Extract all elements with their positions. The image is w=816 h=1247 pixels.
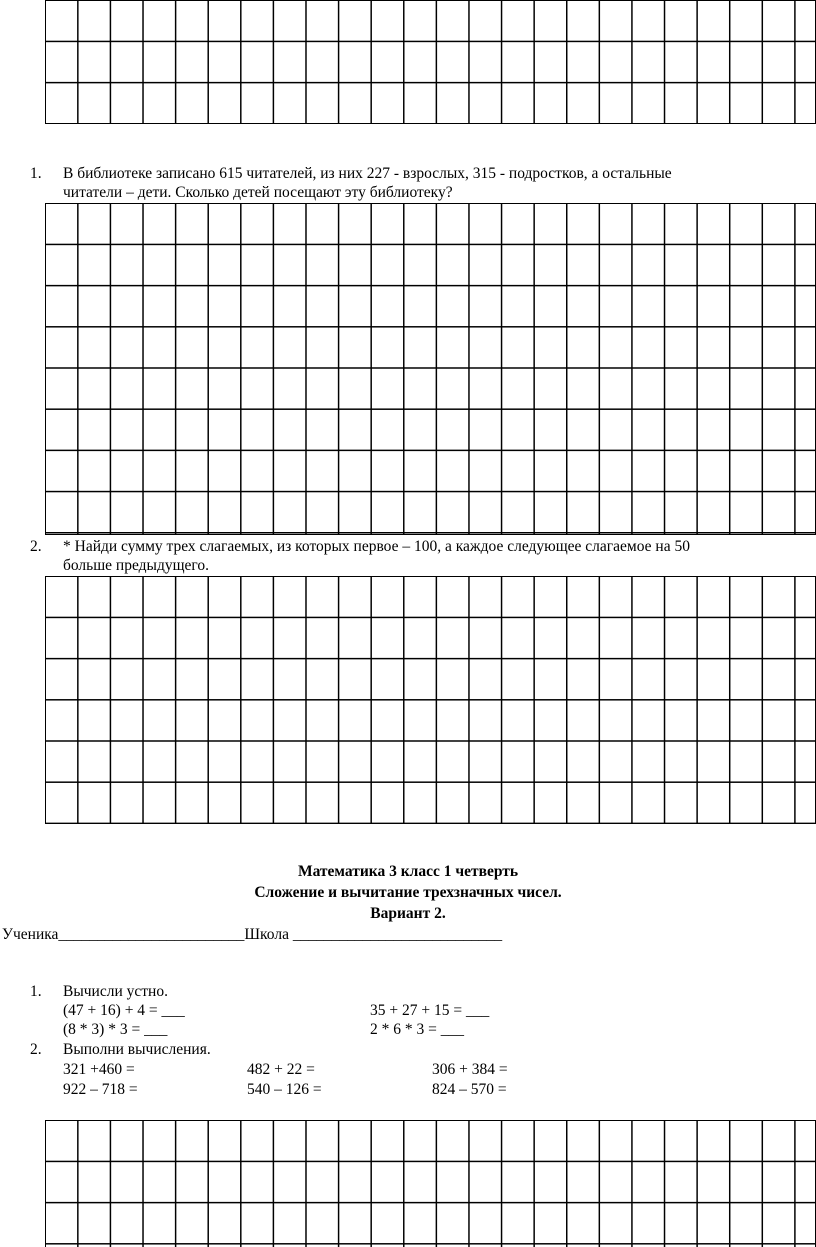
variant-label: Вариант 2. xyxy=(370,905,446,922)
exercise1-item: 35 + 27 + 15 = ___ xyxy=(370,1002,490,1019)
exercise2-item: 306 + 384 = xyxy=(432,1061,508,1078)
task2-text-line2: больше предыдущего. xyxy=(63,557,209,574)
exercise2-item: 922 – 718 = xyxy=(63,1081,138,1098)
task2-text-line1: * Найди сумму трех слагаемых, из которых первое – 100, а каждое следующее слагаемое на 50 xyxy=(63,538,690,555)
school-name-blank[interactable]: ___________________________ xyxy=(288,926,503,943)
task1-text-line1: В библиотеке записано 615 читателей, из них 227 - взрослых, 315 - подростков, а остальные xyxy=(63,165,672,182)
exercise1-item: (47 + 16) + 4 = ___ xyxy=(63,1002,185,1019)
exercise2-item: 321 +460 = xyxy=(63,1061,135,1078)
exercise1-item: 2 * 6 * 3 = ___ xyxy=(370,1021,464,1038)
task1-number: 1. xyxy=(30,165,42,182)
exercise2-item: 540 – 126 = xyxy=(247,1081,322,1098)
exercise2-item: 482 + 22 = xyxy=(247,1061,315,1078)
student-school-line xyxy=(2,925,502,944)
student-label: Ученика xyxy=(2,926,59,943)
page-subtitle: Сложение и вычитание трехзначных чисел. xyxy=(254,884,562,901)
answer-grid-bottom[interactable] xyxy=(45,1120,816,1247)
task1-text-line2: читатели – дети. Сколько детей посещают эту библиотеку? xyxy=(63,184,453,201)
exercise1-title: Вычисли устно. xyxy=(63,983,168,1000)
school-label: Школа xyxy=(244,926,289,943)
page-title: Математика 3 класс 1 четверть xyxy=(297,863,519,880)
exercise2-number: 2. xyxy=(30,1041,42,1058)
exercise1-item: (8 * 3) * 3 = ___ xyxy=(63,1021,168,1038)
task2-number: 2. xyxy=(30,538,42,555)
exercise1-number: 1. xyxy=(30,983,42,1000)
answer-grid-task1[interactable] xyxy=(45,203,816,535)
student-name-blank[interactable]: ________________________ xyxy=(58,926,245,943)
exercise2-item: 824 – 570 = xyxy=(432,1081,507,1098)
answer-grid-task2[interactable] xyxy=(45,576,816,824)
answer-grid-top[interactable] xyxy=(45,0,816,124)
exercise2-title: Выполни вычисления. xyxy=(63,1041,211,1058)
